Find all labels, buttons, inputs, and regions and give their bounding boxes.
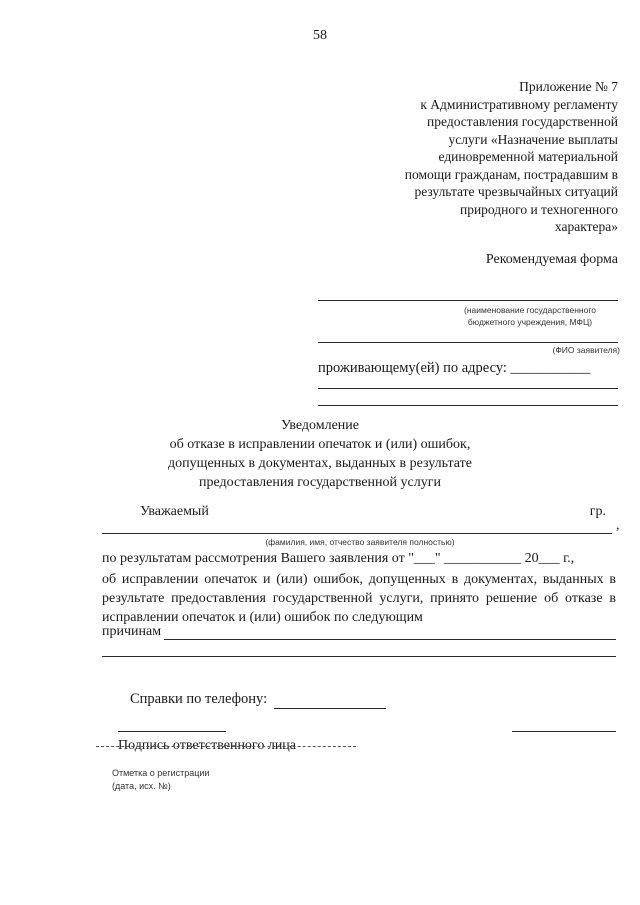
salutation: Уважаемый (140, 504, 209, 519)
body-paragraph: об исправлении опечаток и (или) ошибок, допущенных в документах, выданных в результате предоставления государственной услуги, принято решение об отказе в исправлении опечаток и (или) ошибок по следующим (102, 572, 616, 625)
applicant-name-line (102, 533, 612, 534)
reasons-label: причинам (102, 624, 162, 639)
institution-line (318, 300, 618, 301)
appendix-line: Приложение № 7 (519, 79, 618, 94)
appendix-header (318, 78, 618, 236)
applicant-name-caption: (фамилия, имя, отчество заявителя полностью) (265, 537, 455, 547)
appendix-line: результате чрезвычайных ситуаций (414, 184, 618, 199)
institution-caption: (наименование государственного бюджетного учреждения, МФЦ) (464, 305, 596, 327)
name-line-comma: , (616, 518, 620, 533)
appendix-line: предоставления государственной (427, 114, 618, 129)
notice-title: Уведомление об отказе в исправлении опечаток и (или) ошибок, допущенных в документах, выданных в результате предоставления государственной услуги (168, 418, 472, 490)
signature-line-right (512, 731, 616, 732)
appendix-line: помощи гражданам, пострадавшим в (404, 166, 618, 182)
appendix-line: к Административному регламенту (420, 96, 618, 112)
appendix-line: услуги «Назначение выплаты (448, 131, 618, 147)
signature-label: Подпись ответственного лица (118, 738, 297, 753)
appendix-line: единовременной материальной (438, 149, 618, 164)
appendix-line: природного и техногенного (459, 201, 618, 217)
applicant-fio-line (318, 342, 618, 343)
body-line-1: по результатам рассмотрения Вашего заявления от "___" ___________ 20___ г., (102, 551, 575, 566)
page-number: 58 (313, 28, 327, 43)
recommended-form-label: Рекомендуемая форма (485, 252, 618, 267)
reasons-line-2 (102, 656, 616, 657)
signature-line-left (118, 731, 226, 732)
phone-line (274, 708, 386, 709)
address-line-1 (318, 388, 618, 389)
salutation-suffix: гр. (589, 504, 606, 519)
registration-note: Отметка о регистрации (дата, исх. №) (112, 768, 210, 791)
applicant-fio-caption: (ФИО заявителя) (552, 345, 620, 355)
phone-label: Справки по телефону: (130, 691, 268, 707)
address-label: проживающему(ей) по адресу: ___________ (318, 360, 591, 376)
separator-line (96, 746, 356, 747)
reasons-line-1 (164, 639, 616, 640)
address-line-2 (318, 405, 618, 406)
appendix-line: характера» (554, 219, 618, 234)
